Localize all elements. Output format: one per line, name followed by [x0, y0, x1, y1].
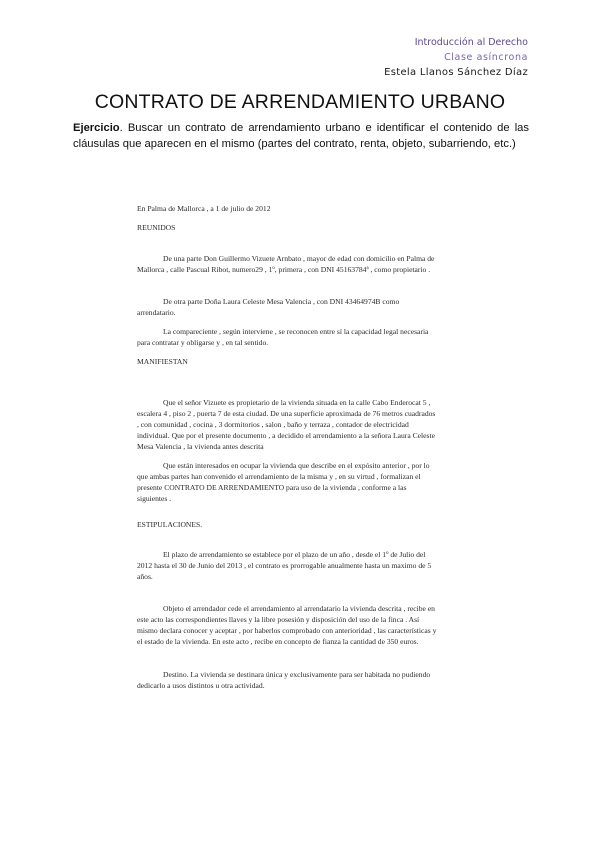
reunidos-heading: REUNIDOS [137, 223, 176, 232]
course-name: Introducción al Derecho [414, 37, 528, 48]
party-tenant: De otra parte Doña Laura Celeste Mesa Valencia , con DNI 43464974B como arrendatario. [137, 297, 400, 317]
clause-object: Objeto el arrendador cede el arrendamiento al arrendatario la vivienda descrita , recibe en este acto las correspondientes llaves y la libre posesión y disposición del uso de la finca . Así mismo declara conocer y aceptar , por haberlos comprobado con anterioridad , las características y el estado de la vivienda. En este acto , recibe en concepto de fianza la cantidad de 350 euros. [137, 604, 437, 646]
contract-place-date: En Palma de Mallorca , a 1 de julio de 2012 [137, 204, 271, 213]
legal-capacity-clause: La compareciente , según interviene , se reconocen entre sí la capacidad legal necesaria para contratar y obligarse y , en tal sentido. [137, 327, 429, 347]
exercise-paragraph [73, 120, 529, 152]
class-mode: Clase asíncrona [444, 52, 528, 63]
manifest-property: Que el señor Vizuete es propietario de la vivienda situada en la calle Cabo Enderocat 5 , escalera 4 , piso 2 , puerta 7 de esta ciudad. De una superficie aproximada de 76 metros cuadrados , con comunidad , cocina , 3 dormitorios , salon , baño y terraza , contador de electricidad individual. Que por el presente documento , a decidido el arrendamiento a la señora Laura Celeste Mesa Valencia , la vivienda antes descrita [137, 398, 436, 451]
exercise-text: . Buscar un contrato de arrendamiento urbano e identificar el contenido de las cláusulas que aparecen en el mismo (partes del contrato, renta, objeto, subarriendo, etc.) [73, 122, 529, 150]
author-name: Estela Llanos Sánchez Díaz [384, 67, 528, 78]
manifest-agreement: Que están interesados en ocupar la vivienda que describe en el expósito anterior , por lo que ambas partes han convenido el arrendamiento de la misma y , en su virtud , formalizan el presente CONTRATO DE ARRENDAMIENTO para uso de la vivienda , conforme a las siguientes . [137, 461, 430, 503]
exercise-label: Ejercicio [73, 122, 120, 134]
clause-term: El plazo de arrendamiento se establece por el plazo de un año , desde el 1º de Julio del 2012 hasta el 30 de Junio del 2013 , el contrato es prorrogable anualmente hasta un maximo de 5 años. [137, 550, 432, 581]
manifiestan-heading: MANIFIESTAN [137, 357, 188, 366]
clause-use: Destino. La vivienda se destinara única y exclusivamente para ser habitada no pudiendo dedicarlo a usos distintos u otra actividad. [137, 670, 431, 690]
party-landlord: De una parte Don Guillermo Vizuete Arnbato , mayor de edad con domicilio en Palma de Mallorca , calle Pascual Ribot, numero29 , 1º, primera , con DNI 45163784ª , como propietario . [137, 254, 435, 274]
estipulaciones-heading: ESTIPULACIONES. [137, 520, 203, 529]
document-title: CONTRATO DE ARRENDAMIENTO URBANO [94, 91, 506, 113]
